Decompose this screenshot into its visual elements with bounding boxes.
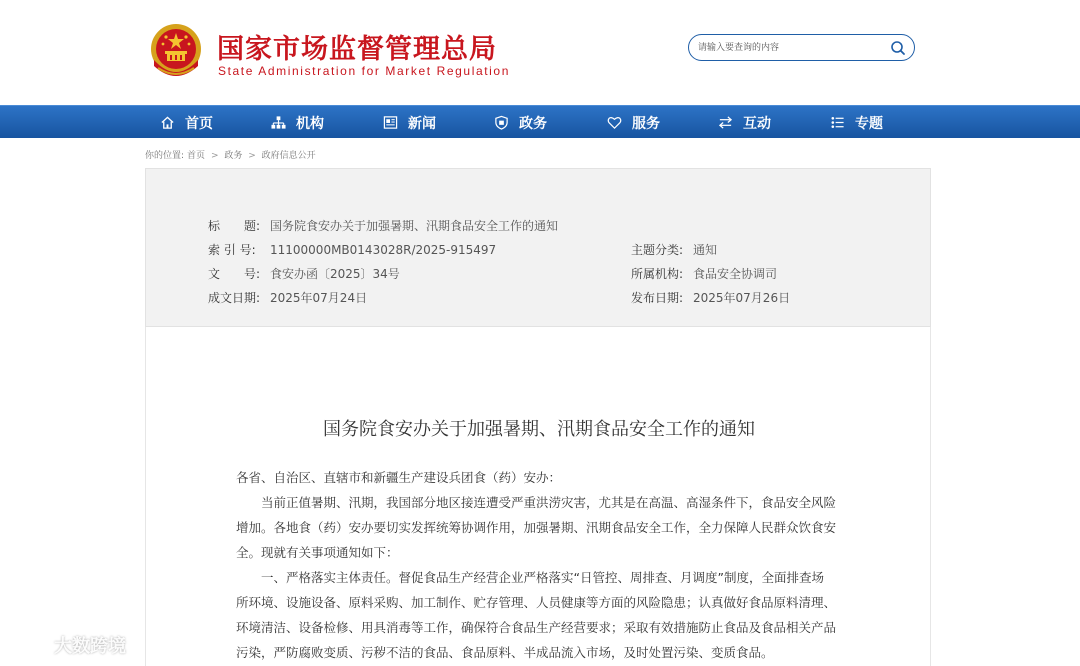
nav-item-interact[interactable]: [718, 106, 771, 139]
paragraph-line: 全。现就有关事项通知如下：: [236, 545, 399, 560]
meta-publish-value: 2025年07月26日: [693, 291, 791, 305]
breadcrumb-link-info[interactable]: 政府信息公开: [261, 151, 316, 161]
home-icon: [160, 115, 175, 130]
meta-agency-value: 食品安全协调司: [693, 267, 778, 281]
meta-doc-label: 文 号:: [208, 267, 261, 281]
meta-publish-label: 发布日期:: [631, 291, 684, 305]
meta-agency-row: [631, 265, 777, 282]
nav-label-org: 机构: [296, 115, 324, 132]
watermark: [8, 632, 126, 658]
nav-item-org[interactable]: [271, 106, 324, 139]
search-box[interactable]: [688, 34, 915, 61]
paragraph-line: 污染，严防腐败变质、污秽不洁的食品、食品原料、半成品流入市场，及时处置污染、变质食品。: [236, 645, 774, 660]
meta-index-value: 11100000MB0143028R/2025-915497: [270, 243, 497, 257]
meta-index-row: [208, 241, 496, 258]
meta-title-value: 国务院食安办关于加强暑期、汛期食品安全工作的通知: [270, 219, 559, 233]
meta-doc-row: [208, 265, 400, 282]
breadcrumb-separator: >: [248, 151, 256, 161]
meta-doc-value: 食安办函〔2025〕34号: [270, 267, 400, 281]
meta-date-value: 2025年07月24日: [270, 291, 368, 305]
nav-label-interact: 互动: [743, 115, 771, 132]
paragraph-line: 所环境、设施设备、原料采购、加工制作、贮存管理、人员健康等方面的风险隐患；认真做好食品原料清理、: [236, 595, 837, 610]
national-emblem-icon: [148, 22, 204, 80]
main-nav: [0, 105, 1080, 138]
list-icon: [830, 115, 845, 130]
site-name-cn[interactable]: 国家市场监督管理总局: [217, 34, 497, 65]
search-icon[interactable]: [890, 40, 906, 56]
meta-index-label: 索 引 号:: [208, 243, 256, 257]
paragraph-line: 增加。各地食（药）安办要切实发挥统筹协调作用，加强暑期、汛期食品安全工作，全力保障人民群众饮食安: [236, 520, 837, 535]
news-icon: [383, 115, 398, 130]
site-name-en: State Administration for Market Regulation: [218, 64, 510, 78]
exchange-icon: [718, 115, 733, 130]
meta-publish-row: [631, 289, 790, 306]
nav-item-topics[interactable]: [830, 106, 883, 139]
breadcrumb-prefix: 你的位置:: [145, 151, 185, 161]
nav-label-topics: 专题: [855, 115, 883, 132]
meta-agency-label: 所属机构:: [631, 267, 684, 281]
nav-item-service[interactable]: [607, 106, 660, 139]
site-header: [0, 0, 1080, 105]
watermark-logo-icon: [8, 632, 50, 658]
breadcrumb-link-affairs[interactable]: 政务: [224, 151, 243, 161]
meta-category-row: [631, 241, 717, 258]
article-paragraph-1: [236, 490, 846, 565]
meta-title-label: 标 题:: [208, 219, 261, 233]
document-meta: [145, 168, 931, 327]
search-input[interactable]: [698, 40, 878, 56]
heart-icon: [607, 115, 622, 130]
nav-item-news[interactable]: [383, 106, 436, 139]
paragraph-line: 环境清洁、设备检修、用具消毒等工作，确保符合食品生产经营要求；采取有效措施防止食品及食品相关产品: [236, 620, 837, 635]
breadcrumb-separator: >: [210, 151, 219, 161]
nav-item-affairs[interactable]: [494, 106, 547, 139]
meta-category-value: 通知: [693, 243, 718, 257]
nav-label-affairs: 政务: [519, 115, 547, 132]
meta-title-row: [208, 217, 558, 234]
org-chart-icon: [271, 115, 286, 130]
nav-label-news: 新闻: [408, 115, 436, 132]
nav-item-home[interactable]: [160, 106, 213, 139]
watermark-text: 大数跨境: [54, 636, 126, 657]
meta-category-label: 主题分类:: [631, 243, 684, 257]
meta-date-row: [208, 289, 367, 306]
breadcrumb: [145, 148, 319, 161]
paragraph-line: 当前正值暑期、汛期，我国部分地区接连遭受严重洪涝灾害，尤其是在高温、高湿条件下，食品安全风险: [261, 495, 837, 510]
paragraph-line: 一、严格落实主体责任。督促食品生产经营企业严格落实“日管控、周排查、月调度”制度，全面排查场: [261, 570, 824, 585]
article-paragraph-2: [236, 565, 846, 665]
meta-date-label: 成文日期:: [208, 291, 261, 305]
article-body: [145, 327, 931, 666]
nav-label-home: 首页: [185, 115, 213, 132]
nav-label-service: 服务: [632, 115, 660, 132]
article-salutation: 各省、自治区、直辖市和新疆生产建设兵团食（药）安办：: [236, 470, 562, 485]
article-title: 国务院食安办关于加强暑期、汛期食品安全工作的通知: [323, 419, 755, 440]
breadcrumb-link-home[interactable]: 首页: [187, 151, 206, 161]
shield-icon: [494, 115, 509, 130]
